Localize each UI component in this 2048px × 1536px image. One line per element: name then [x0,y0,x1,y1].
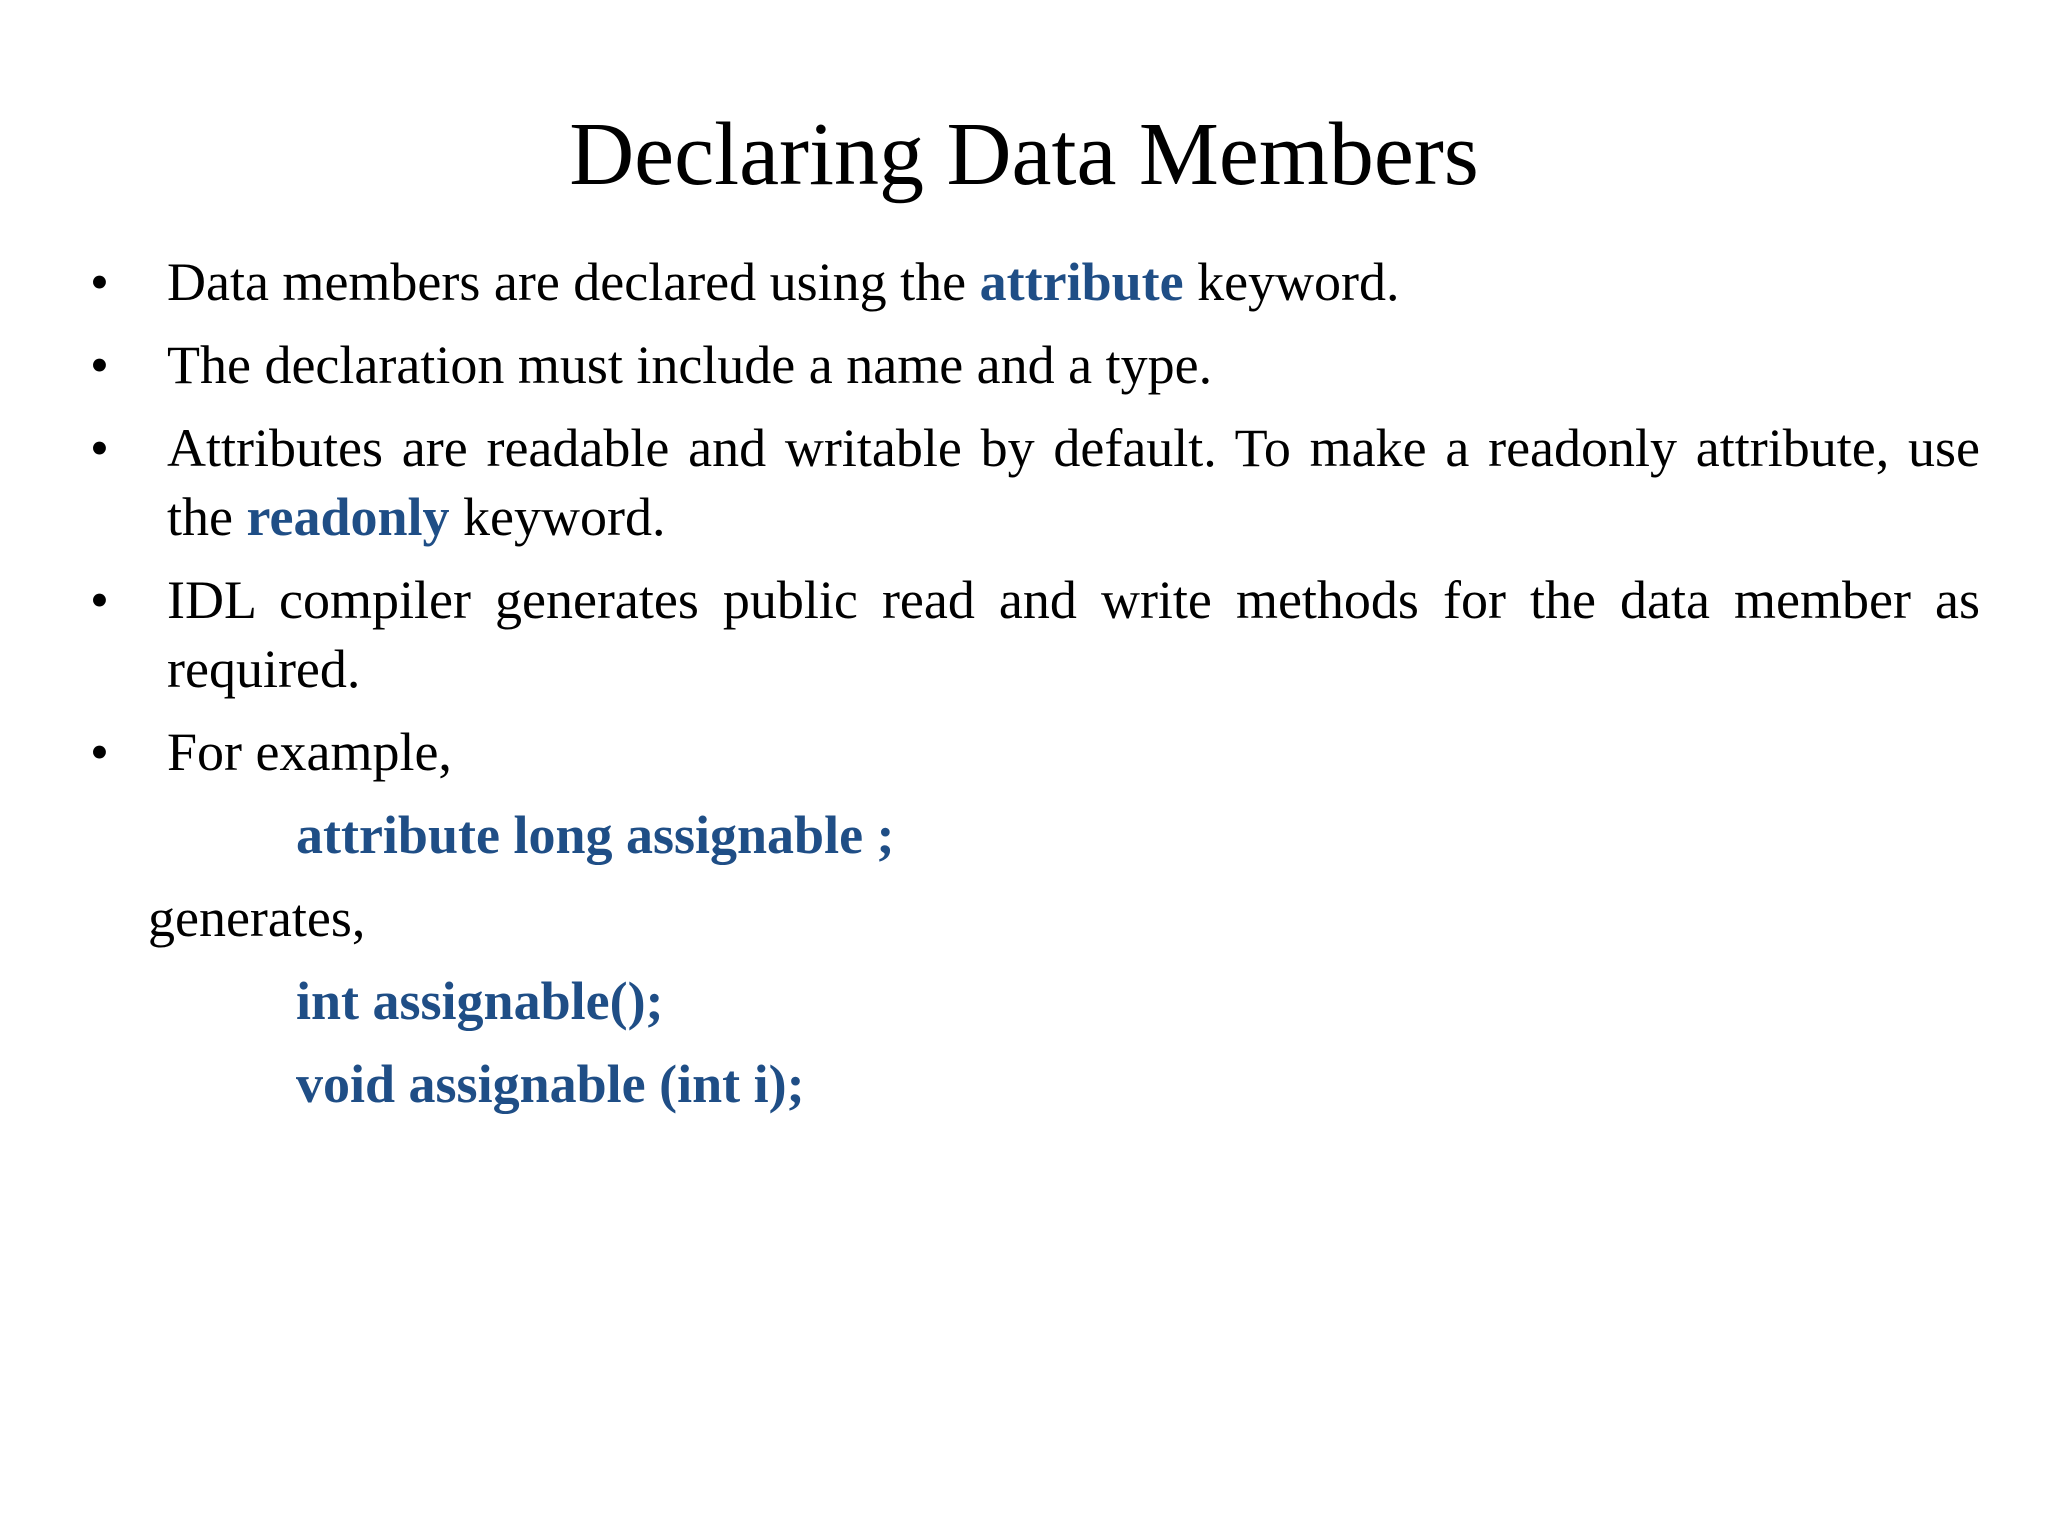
code-line-setter: void assignable (int i); [296,1054,805,1114]
bullet-dot-icon: • [90,722,109,782]
bullet-item-2 [90,331,1980,400]
bullet-dot-icon: • [90,335,109,395]
bullet-text: keyword. [449,487,666,547]
bullet-dot-icon: • [90,570,109,630]
bullet-list [90,248,1980,1133]
bullet-item-1 [90,248,1980,317]
bullet-text: Attributes are readable and writable by default. To make a readonly attribute, use the [167,418,1980,547]
bullet-item-3 [90,414,1980,552]
bullet-text: IDL compiler generates public read and write methods for the data member as required. [167,570,1980,699]
bullet-item-4 [90,566,1980,704]
bullet-text: The declaration must include a name and a type. [167,335,1213,395]
bullet-dot-icon: • [90,252,109,312]
bullet-dot-icon: • [90,418,109,478]
bullet-item-5 [90,718,1980,787]
bullet-text: For example, [167,722,452,782]
code-line-getter: int assignable(); [296,971,664,1031]
keyword-readonly: readonly [246,487,450,547]
bullet-text: Data members are declared using the [167,252,980,312]
generates-label: generates, [148,888,366,948]
slide-title: Declaring Data Members [569,105,1479,204]
keyword-attribute: attribute [979,252,1184,312]
code-line-attribute-decl: attribute long assignable ; [296,805,895,865]
bullet-text: keyword. [1183,252,1400,312]
